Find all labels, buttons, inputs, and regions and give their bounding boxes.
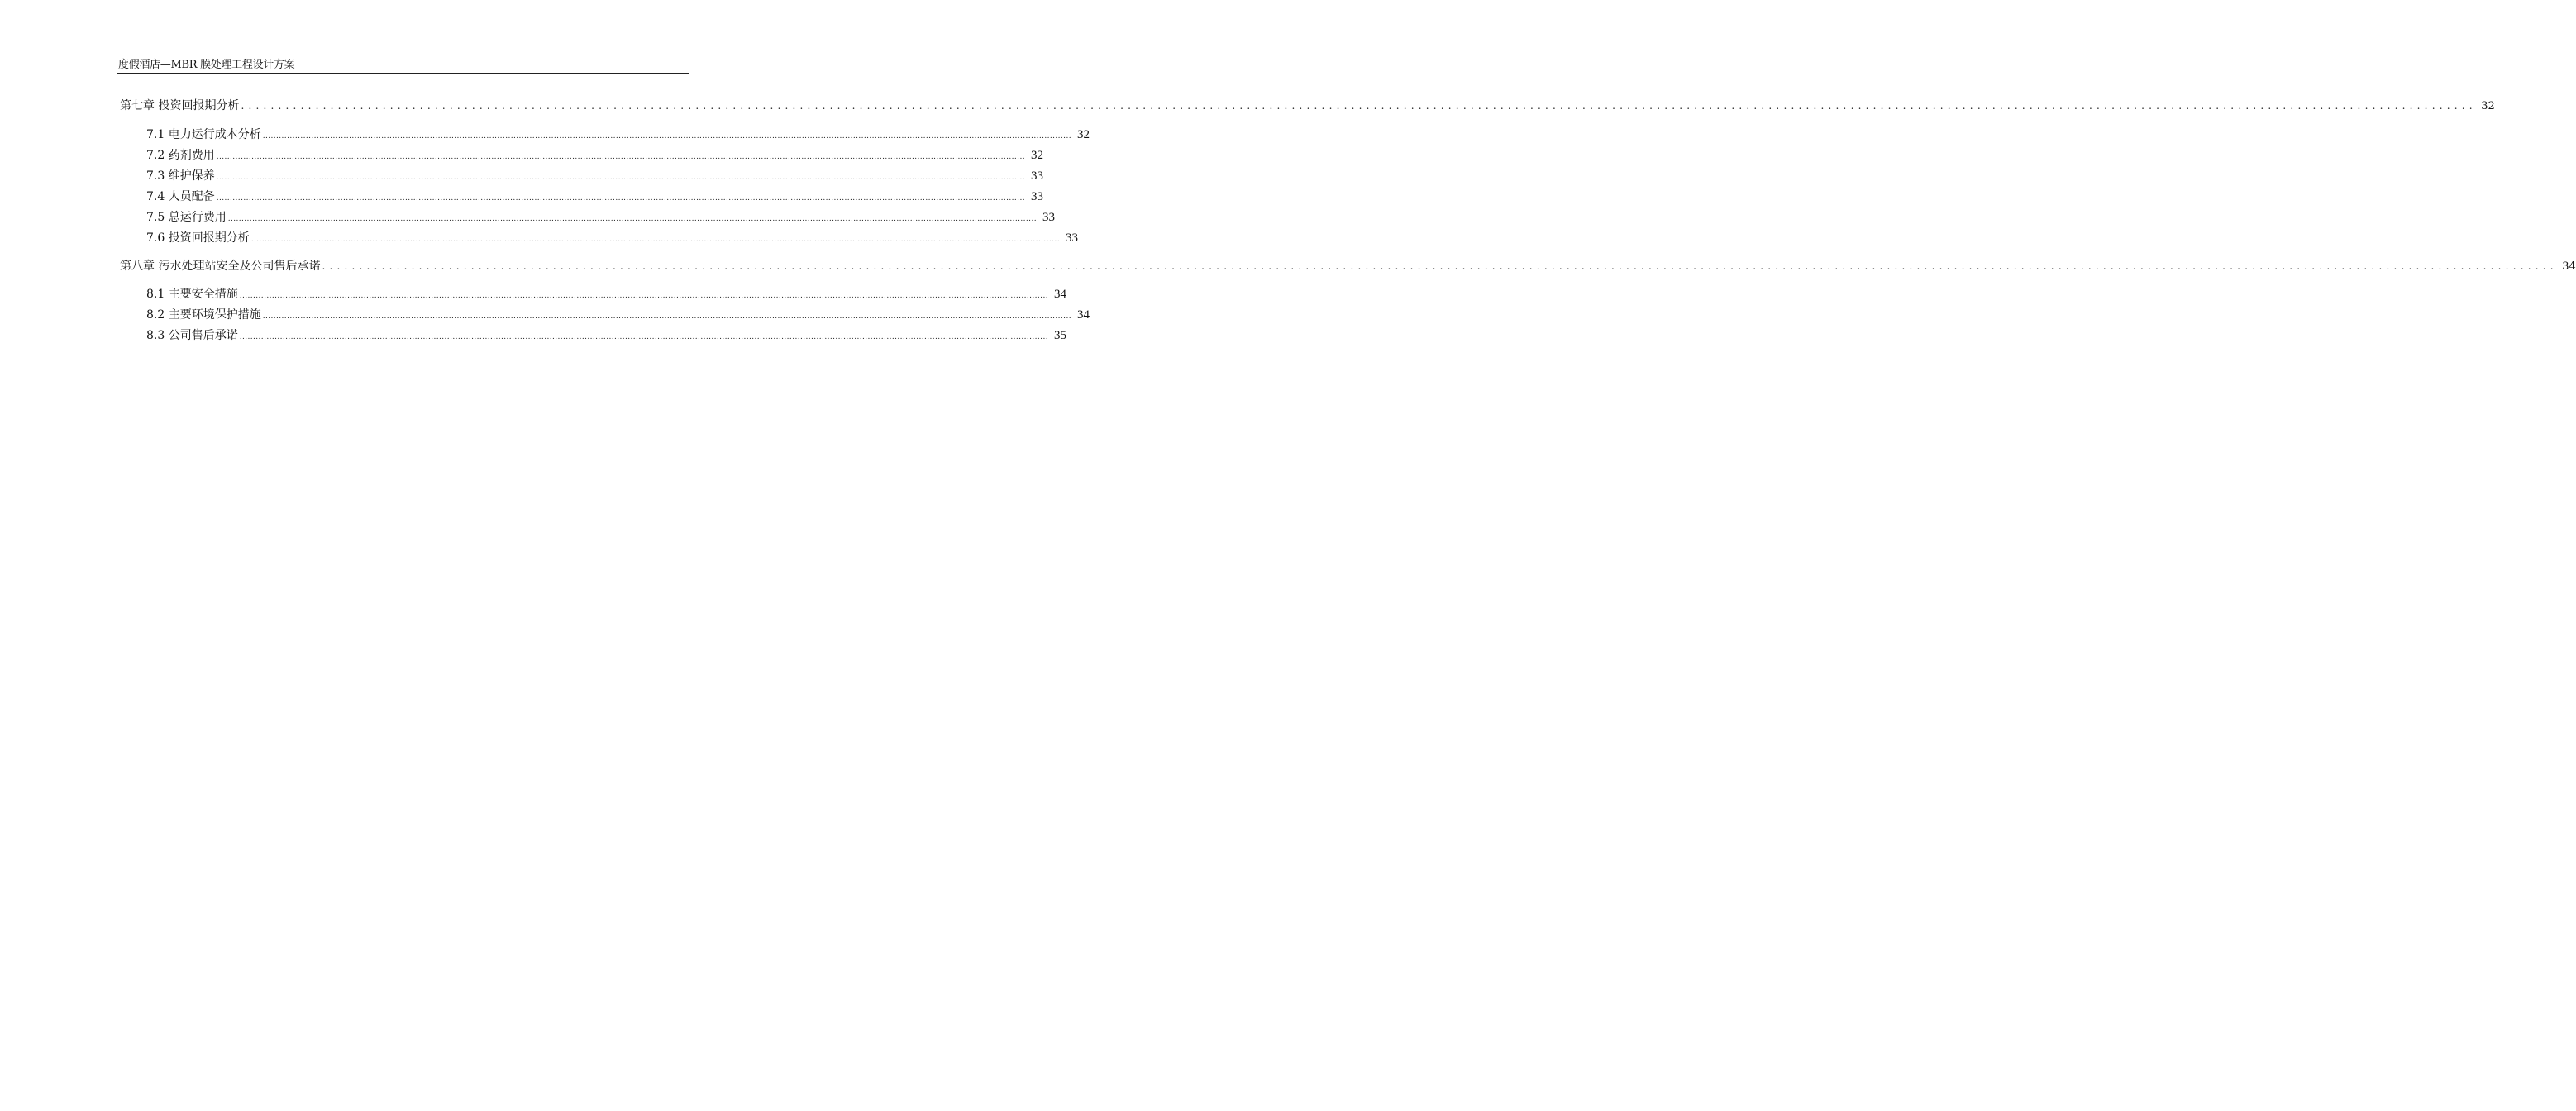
toc-section-title: 8.3 公司售后承诺 <box>146 329 238 342</box>
toc-section-7-5[interactable] <box>146 209 1055 227</box>
toc-leader-dots: ............................................................................................................................................................................................................................................................................................................ <box>227 215 1037 223</box>
toc-leader-dots: ............................................................................................................................................................................................................................................................................................................ <box>262 312 1071 321</box>
toc-section-7-3[interactable] <box>146 168 1043 186</box>
toc-leader-dots: ............................................................................................................................................................................................................................................................................................................ <box>216 153 1025 161</box>
toc-chapter-title: 第七章 投资回报期分析 <box>120 99 240 112</box>
toc-page-number: 33 <box>1030 169 1043 183</box>
toc-section-title: 7.3 维护保养 <box>146 169 215 183</box>
toc-section-title: 7.4 人员配备 <box>146 190 215 203</box>
toc-section-7-6[interactable] <box>146 230 1078 248</box>
toc-page-number: 34 <box>1076 308 1090 322</box>
toc-page-number: 33 <box>1042 211 1055 224</box>
toc-leader-dots: ............................................................................................................................................................................................................................................................................................................ <box>322 260 2558 272</box>
toc-section-title: 8.1 主要安全措施 <box>146 288 238 301</box>
toc-page-number: 32 <box>1076 128 1090 141</box>
toc-leader-dots: ............................................................................................................................................................................................................................................................................................................ <box>241 100 2477 112</box>
toc-leader-dots: ............................................................................................................................................................................................................................................................................................................ <box>250 236 1060 244</box>
toc-leader-dots: ............................................................................................................................................................................................................................................................................................................ <box>262 132 1071 141</box>
toc-section-title: 7.6 投资回报期分析 <box>146 231 250 245</box>
toc-leader-dots: ............................................................................................................................................................................................................................................................................................................ <box>239 333 1048 341</box>
toc-section-8-3[interactable] <box>146 327 1066 346</box>
toc-section-8-2[interactable] <box>146 307 1090 325</box>
toc-section-title: 7.1 电力运行成本分析 <box>146 128 261 141</box>
toc-section-title: 7.5 总运行费用 <box>146 211 227 224</box>
toc-section-7-4[interactable] <box>146 188 1043 207</box>
toc-chapter-title: 第八章 污水处理站安全及公司售后承诺 <box>120 260 321 273</box>
toc-section-7-2[interactable] <box>146 147 1043 165</box>
toc-section-8-1[interactable] <box>146 286 1066 304</box>
toc-leader-dots: ............................................................................................................................................................................................................................................................................................................ <box>239 292 1048 300</box>
toc-chapter-7[interactable] <box>120 98 2495 115</box>
toc-page-number: 35 <box>1053 329 1066 342</box>
toc-section-title: 7.2 药剂费用 <box>146 149 215 162</box>
toc-page-number: 32 <box>2481 100 2495 112</box>
toc-section-title: 8.2 主要环境保护措施 <box>146 308 261 322</box>
toc-leader-dots: ............................................................................................................................................................................................................................................................................................................ <box>216 174 1025 182</box>
toc-page-number: 33 <box>1065 231 1078 245</box>
toc-page-number: 32 <box>1030 149 1043 162</box>
toc-chapter-8[interactable] <box>120 258 2576 275</box>
toc-section-7-1[interactable] <box>146 126 1090 145</box>
toc-page-number: 34 <box>1053 288 1066 301</box>
toc-page-number: 33 <box>1030 190 1043 203</box>
document-title: 度假酒店—MBR 膜处理工程设计方案 <box>118 59 295 71</box>
toc-leader-dots: ............................................................................................................................................................................................................................................................................................................ <box>216 194 1025 203</box>
toc-page-number: 34 <box>2562 260 2576 273</box>
